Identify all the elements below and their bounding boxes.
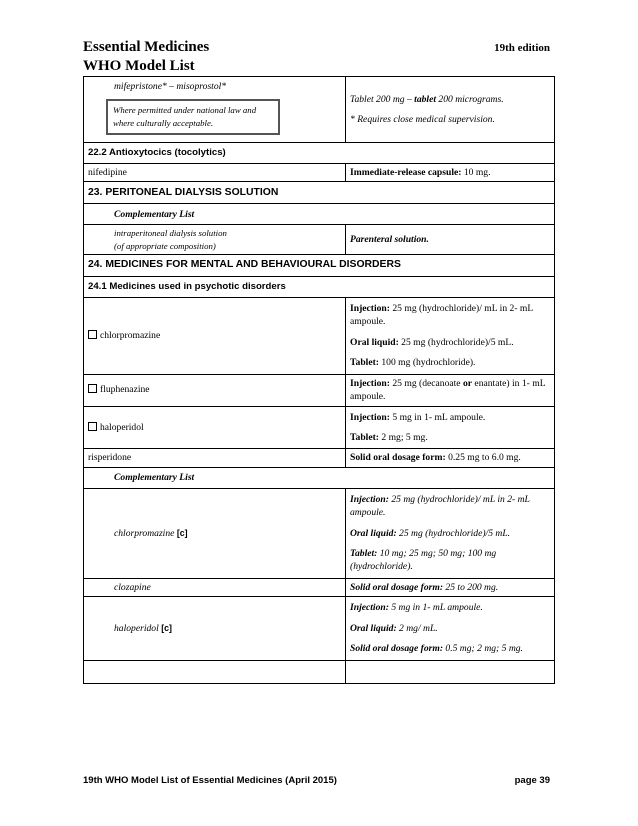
square-box-icon [88,422,97,431]
form-label: Tablet: [350,357,379,369]
form-value: 100 mg (hydrochloride). [378,357,476,369]
footnote: * Requires close medical supervision. [350,113,495,125]
table-row [84,142,555,163]
form-value: 10 mg; 25 mg; 50 mg; 100 mg (hydrochloride). [350,548,497,573]
medicine-name: intraperitoneal dialysis solution [114,228,227,239]
subsection-heading: 24.1 Medicines used in psychotic disorders [84,276,555,297]
medicine-name-cell [84,488,346,578]
form-label: Immediate-release capsule: [350,166,462,178]
table-row [84,225,555,255]
dosage-line [350,601,550,614]
table-row [84,449,555,467]
medicine-name: chlorpromazine [100,330,161,342]
dosage-line [350,302,550,329]
form-label: Injection: [350,602,389,614]
form-value: 200 micrograms. [436,93,504,105]
medicine-name-cell [84,597,346,660]
medicine-name-cell [84,77,346,143]
table-row [84,467,555,488]
medicine-name: nifedipine [84,163,346,181]
medicine-name: risperidone [84,449,346,467]
dosage-line [350,93,550,106]
form-label: Solid oral dosage form: [350,452,446,464]
form-label: Oral liquid: [350,622,397,634]
children-badge: [c] [161,622,172,633]
dosage-line [350,527,550,540]
medicine-name-cell [84,297,346,374]
dosage-line [350,642,550,655]
medicine-name-cell [84,374,346,406]
square-box-icon [88,384,97,393]
table-row [84,660,555,683]
medicine-name: haloperidol [100,421,144,433]
dosage-form-cell [346,77,555,143]
form-value: 5 mg in 1- mL ampoule. [389,411,486,423]
table-row [84,374,555,406]
medicine-name: haloperidol [114,622,159,634]
form-label: Solid oral dosage form: [350,643,444,655]
header-edition: 19th edition [494,42,550,54]
table-row [84,276,555,297]
medicine-name-cell [84,225,346,255]
medicine-name-cell [84,406,346,449]
dosage-form-cell [346,163,555,181]
dosage-form-cell [346,578,555,596]
table-row [84,254,555,276]
form-label: Injection: [350,377,390,389]
form-value: 25 to 200 mg. [443,581,499,593]
form-label: Oral liquid: [350,527,397,539]
form-label: Tablet: [350,548,378,560]
medicines-table [83,76,555,684]
complementary-list-heading: Complementary List [84,204,555,225]
table-row [84,406,555,449]
form-label: Tablet: [350,431,379,443]
dosage-line [350,431,550,444]
table-row [84,597,555,660]
or-connector: or [462,377,473,389]
page-number: page 39 [514,775,550,786]
form-value: 0.5 mg; 2 mg; 5 mg. [443,643,523,655]
dosage-form-cell [346,406,555,449]
dosage-line [350,622,550,635]
section-heading: 24. MEDICINES FOR MENTAL AND BEHAVIOURAL DISORDERS [84,254,555,276]
dosage-line [350,336,550,349]
medicine-name: fluphenazine [100,384,150,396]
empty-cell [346,660,555,683]
form-label: Injection: [350,411,390,423]
form-value: 25 mg (hydrochloride)/ mL in 2- mL ampoule. [350,493,530,519]
subsection-heading: 22.2 Antioxytocics (tocolytics) [84,142,555,163]
medicine-name: clozapine [84,578,346,596]
form-value: 10 mg. [461,166,491,178]
dosage-form-cell [346,597,555,660]
medicine-name: chlorpromazine [114,527,175,539]
empty-cell [84,660,346,683]
dosage-line [350,356,550,369]
dosage-line [350,493,550,520]
table-row [84,163,555,181]
form-value: 0.25 mg to 6.0 mg. [445,452,521,464]
form-value: 25 mg (hydrochloride)/ mL in 2- mL ampoule. [350,302,533,328]
footer-title: 19th WHO Model List of Essential Medicines (April 2015) [83,775,337,786]
form-value: 5 mg in 1- mL ampoule. [388,602,483,614]
table-row [84,182,555,204]
form-value: 25 mg (decanoate [389,377,463,389]
form-value: 2 mg; 5 mg. [378,431,428,443]
dosage-line [350,411,550,424]
dosage-form-cell [346,374,555,406]
form-value: 25 mg (hydrochloride)/5 mL. [396,527,511,539]
form-value: 200 mg – [373,93,415,105]
dosage-form-cell [346,297,555,374]
form-value: enantate) in 1- mL ampoule. [350,377,546,403]
form-label: Injection: [350,302,390,314]
form-label: tablet [414,93,437,105]
form-value: 25 mg (hydrochloride)/5 mL. [398,336,514,348]
form-label: Injection: [350,493,389,505]
header-title-line2: WHO Model List [83,58,195,74]
restriction-note-box: Where permitted under national law and where culturally acceptable. [106,99,280,135]
table-row [84,488,555,578]
section-heading: 23. PERITONEAL DIALYSIS SOLUTION [84,182,555,204]
form-label: Oral liquid: [350,336,399,348]
medicine-name-detail: (of appropriate composition) [114,240,216,251]
dosage-form-cell [346,449,555,467]
medicine-name: mifepristone* – misoprostol* [114,81,227,92]
square-box-icon [88,330,97,339]
children-badge: [c] [176,527,188,538]
complementary-list-heading: Complementary List [84,467,555,488]
table-row [84,297,555,374]
dosage-line [350,547,550,574]
page-header-title [83,38,209,76]
table-row [84,204,555,225]
table-row [84,578,555,596]
table-row [84,77,555,143]
dosage-form-cell [346,488,555,578]
form-label: Tablet [350,93,374,105]
dosage-form: Parenteral solution. [346,225,555,255]
form-label: Solid oral dosage form: [350,581,444,593]
header-title-line1: Essential Medicines [83,39,210,55]
form-value: 2 mg/ mL. [396,622,438,634]
